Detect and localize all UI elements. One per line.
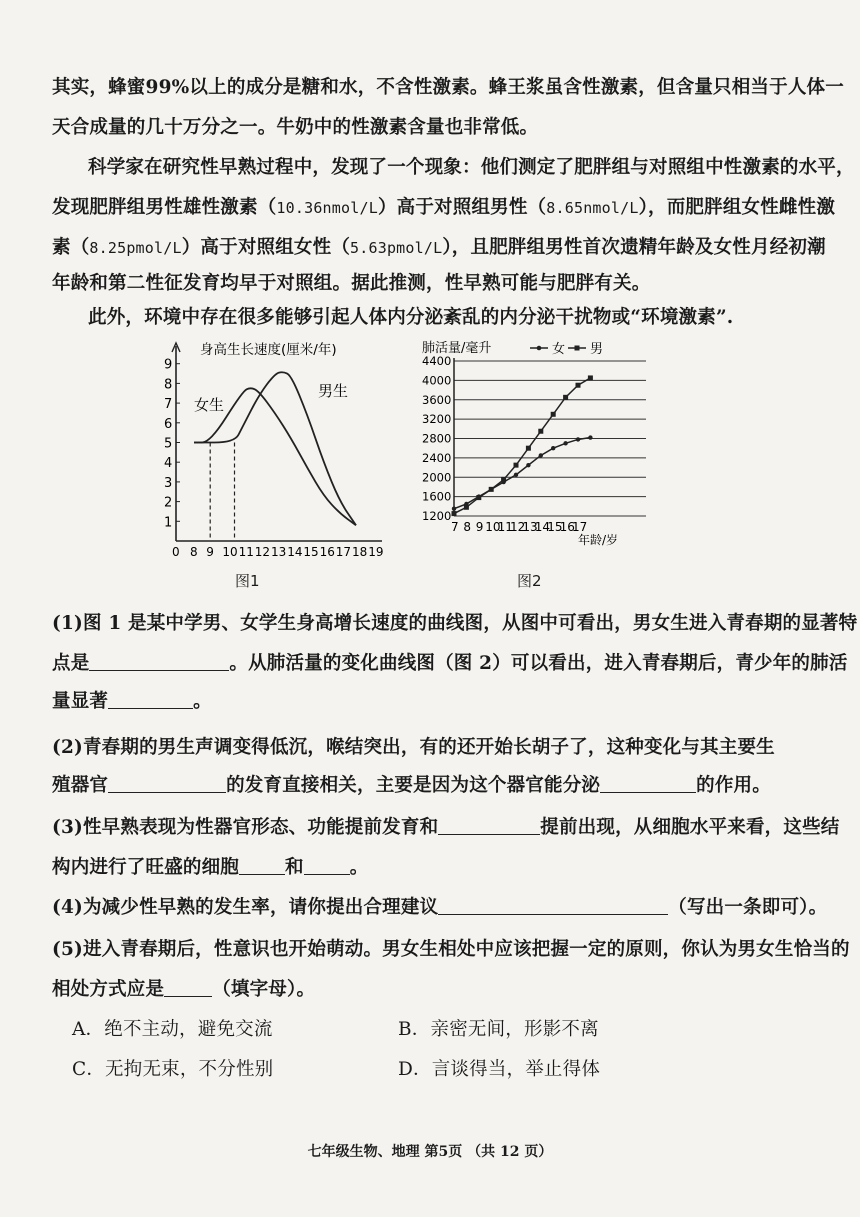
text-line: 天合成量的几十万分之一。牛奶中的性激素含量也非常低。 — [52, 117, 539, 138]
answer-blank[interactable] — [600, 774, 696, 793]
x-tick-label: 7 — [451, 520, 459, 534]
text-span: 量显著 — [52, 691, 109, 712]
text-span: 提前出现，从细胞水平来看，这些结 — [540, 817, 840, 838]
option-d[interactable]: D．言谈得当，举止得体 — [398, 1059, 601, 1080]
text-span: 的发育直接相关，主要是因为这个器官能分泌 — [226, 775, 601, 796]
answer-blank[interactable] — [108, 690, 193, 709]
y-tick-label: 2000 — [422, 470, 452, 485]
data-point-male — [538, 429, 543, 434]
text-span: 点是 — [52, 653, 90, 674]
data-point-female — [539, 453, 543, 457]
x-tick-label: 8 — [463, 520, 472, 534]
question-2: (2)青春期的男生声调变得低沉，喉结突出，有的还开始长胡子了，这种变化与其主要生 — [52, 737, 775, 758]
y-tick-label: 2400 — [422, 450, 452, 465]
data-point-male — [464, 505, 469, 510]
question-1-line2 — [52, 652, 848, 676]
legend-marker-female — [537, 346, 542, 351]
page-footer: 七年级生物、地理 第5页 （共 12 页） — [307, 1144, 553, 1160]
x-tick-label: 12 — [254, 545, 271, 559]
x-tick-label: 10 — [222, 545, 238, 559]
data-point-male — [526, 446, 531, 451]
text-line: 其实，蜂蜜99%以上的成分是糖和水，不含性激素。蜂王浆虽含性激素，但含量只相当于人体一 — [52, 77, 844, 98]
y-tick-label: 7 — [164, 397, 173, 413]
text-line: 此外，环境中存在很多能够引起人体内分泌紊乱的内分泌干扰物或“环境激素”. — [88, 307, 734, 328]
text-line — [52, 196, 836, 220]
y-tick-label: 4000 — [422, 373, 452, 388]
x-tick-label: 17 — [335, 545, 352, 559]
y-tick-label: 3 — [164, 475, 173, 491]
data-point-male — [501, 477, 506, 482]
y-tick-label: 2800 — [422, 431, 452, 446]
text-span: (4)为减少性早熟的发生率，请你提出合理建议 — [52, 897, 439, 918]
question-1: (1)图 1 是某中学男、女学生身高增长速度的曲线图，从图中可看出，男女生进入青春期的显著特 — [52, 613, 858, 634]
y-tick-label: 3600 — [422, 392, 452, 407]
text-span: 构内进行了旺盛的细胞 — [52, 857, 240, 878]
data-point-female — [514, 473, 518, 477]
x-tick-label: 15 — [547, 520, 563, 534]
y-tick-label: 5 — [164, 436, 173, 452]
data-point-female — [576, 437, 580, 441]
x-tick-label: 15 — [303, 545, 319, 559]
x-tick-label: 12 — [510, 520, 526, 534]
x-tick-label: 8 — [190, 545, 198, 559]
question-1-line3 — [52, 690, 822, 714]
x-tick-label: 9 — [475, 520, 484, 534]
x-tick-label: 16 — [319, 545, 335, 559]
figure-1-caption: 图1 — [235, 572, 260, 590]
data-point-female — [563, 441, 567, 445]
y-tick-label: 1200 — [422, 509, 452, 523]
legend-label-female: 女 — [552, 342, 566, 357]
text-span: ），而肥胖组女性雌性激 — [638, 197, 836, 218]
answer-blank[interactable] — [438, 816, 540, 835]
data-point-male — [551, 412, 556, 417]
data-point-female — [452, 507, 456, 511]
text-line — [52, 236, 826, 260]
question-5: (5)进入青春期后，性意识也开始萌动。男女生相处中应该把握一定的原则，你认为男女生恰当的 — [52, 939, 850, 960]
x-axis-label: 年龄/岁 — [578, 533, 619, 547]
text-span: 相处方式应是 — [52, 979, 165, 1000]
answer-blank[interactable] — [108, 774, 226, 793]
text-span: 发现肥胖组男性雄性激素（ — [52, 197, 277, 218]
legend-label-male: 男 — [590, 342, 604, 357]
text-span: （填字母）。 — [212, 979, 316, 1000]
x-tick-label: 16 — [559, 520, 575, 534]
value-text: 5.63pmol/L — [350, 239, 443, 257]
question-3-line2 — [52, 856, 822, 880]
legend-marker-male — [575, 346, 580, 351]
option-a[interactable]: A．绝不主动，避免交流 — [72, 1019, 273, 1040]
text-span: （写出一条即可）。 — [668, 897, 828, 918]
y-tick-label: 8 — [164, 377, 173, 393]
text-span: ）高于对照组男性（ — [377, 197, 547, 218]
series-line-female — [454, 438, 590, 509]
option-c[interactable]: C．无拘无束，不分性别 — [72, 1059, 274, 1080]
text-span: 殖器官 — [52, 775, 109, 796]
x-tick-label: 13 — [522, 520, 538, 534]
value-text: 8.25pmol/L — [89, 239, 182, 257]
x-tick-label: 10 — [485, 520, 501, 534]
text-span: 和 — [285, 857, 304, 878]
question-2-line2 — [52, 774, 822, 798]
text-span: ）高于对照组女性（ — [181, 237, 351, 258]
figure-2-caption: 图2 — [517, 572, 542, 590]
value-text: 8.65nmol/L — [546, 199, 639, 217]
y-tick-label: 3200 — [422, 412, 452, 427]
x-tick-label: 18 — [352, 545, 368, 559]
series-label-boys: 男生 — [318, 382, 349, 400]
text-span: (3)性早熟表现为性器官形态、功能提前发育和 — [52, 817, 439, 838]
text-span: 。 — [193, 691, 212, 712]
value-text: 10.36nmol/L — [276, 199, 378, 217]
x-tick-label: 14 — [534, 520, 551, 534]
answer-blank[interactable] — [239, 856, 285, 875]
x-tick-label: 11 — [497, 520, 513, 534]
text-line: 年龄和第二性征发育均早于对照组。据此推测，性早熟可能与肥胖有关。 — [52, 273, 651, 294]
y-tick-label: 6 — [164, 416, 173, 432]
series-label-girls: 女生 — [194, 396, 225, 414]
question-5-line2 — [52, 978, 822, 1002]
data-point-male — [452, 511, 457, 516]
answer-blank[interactable] — [89, 652, 229, 671]
data-point-male — [476, 495, 481, 500]
series-line-male — [454, 378, 590, 514]
answer-blank[interactable] — [164, 978, 212, 997]
lung-capacity-chart — [410, 338, 660, 558]
data-point-male — [489, 487, 494, 492]
height-growth-chart — [150, 338, 400, 568]
data-point-female — [526, 463, 530, 467]
text-line: 科学家在研究性早熟过程中，发现了一个现象：他们测定了肥胖组与对照组中性激素的水平， — [88, 157, 855, 178]
data-point-male — [563, 395, 568, 400]
data-point-male — [576, 383, 581, 388]
x-tick-label: 19 — [368, 545, 384, 559]
y-tick-label: 1600 — [422, 489, 452, 504]
answer-blank[interactable] — [438, 896, 668, 915]
answer-blank[interactable] — [304, 856, 350, 875]
y-tick-label: 1 — [164, 515, 173, 531]
question-4 — [52, 896, 828, 920]
data-point-male — [588, 375, 593, 380]
text-span: 素（ — [52, 237, 90, 258]
y-tick-label: 4 — [164, 456, 173, 472]
x-tick-label: 13 — [271, 545, 287, 559]
text-span: 。 — [349, 857, 369, 878]
x-tick-label: 17 — [572, 520, 588, 534]
question-3 — [52, 816, 840, 840]
data-point-male — [514, 463, 519, 468]
chart-title: 肺活量/毫升 — [422, 341, 492, 356]
text-span: 。从肺活量的变化曲线图（图 2）可以看出，进入青春期后，青少年的肺活 — [229, 653, 848, 674]
chart-title: 身高生长速度(厘米/年) — [200, 342, 337, 358]
x-tick-label: 0 — [172, 545, 180, 559]
y-tick-label: 2 — [164, 495, 173, 511]
option-b[interactable]: B．亲密无间，形影不离 — [398, 1019, 599, 1040]
x-tick-label: 9 — [206, 545, 214, 559]
y-tick-label: 4400 — [422, 354, 452, 368]
data-point-female — [551, 446, 555, 450]
text-span: 的作用。 — [696, 775, 771, 796]
text-span: ），且肥胖组男性首次遗精年龄及女性月经初潮 — [442, 237, 826, 258]
x-tick-label: 14 — [287, 545, 303, 559]
y-tick-label: 9 — [164, 357, 173, 373]
x-tick-label: 11 — [238, 545, 254, 559]
data-point-female — [588, 435, 592, 439]
